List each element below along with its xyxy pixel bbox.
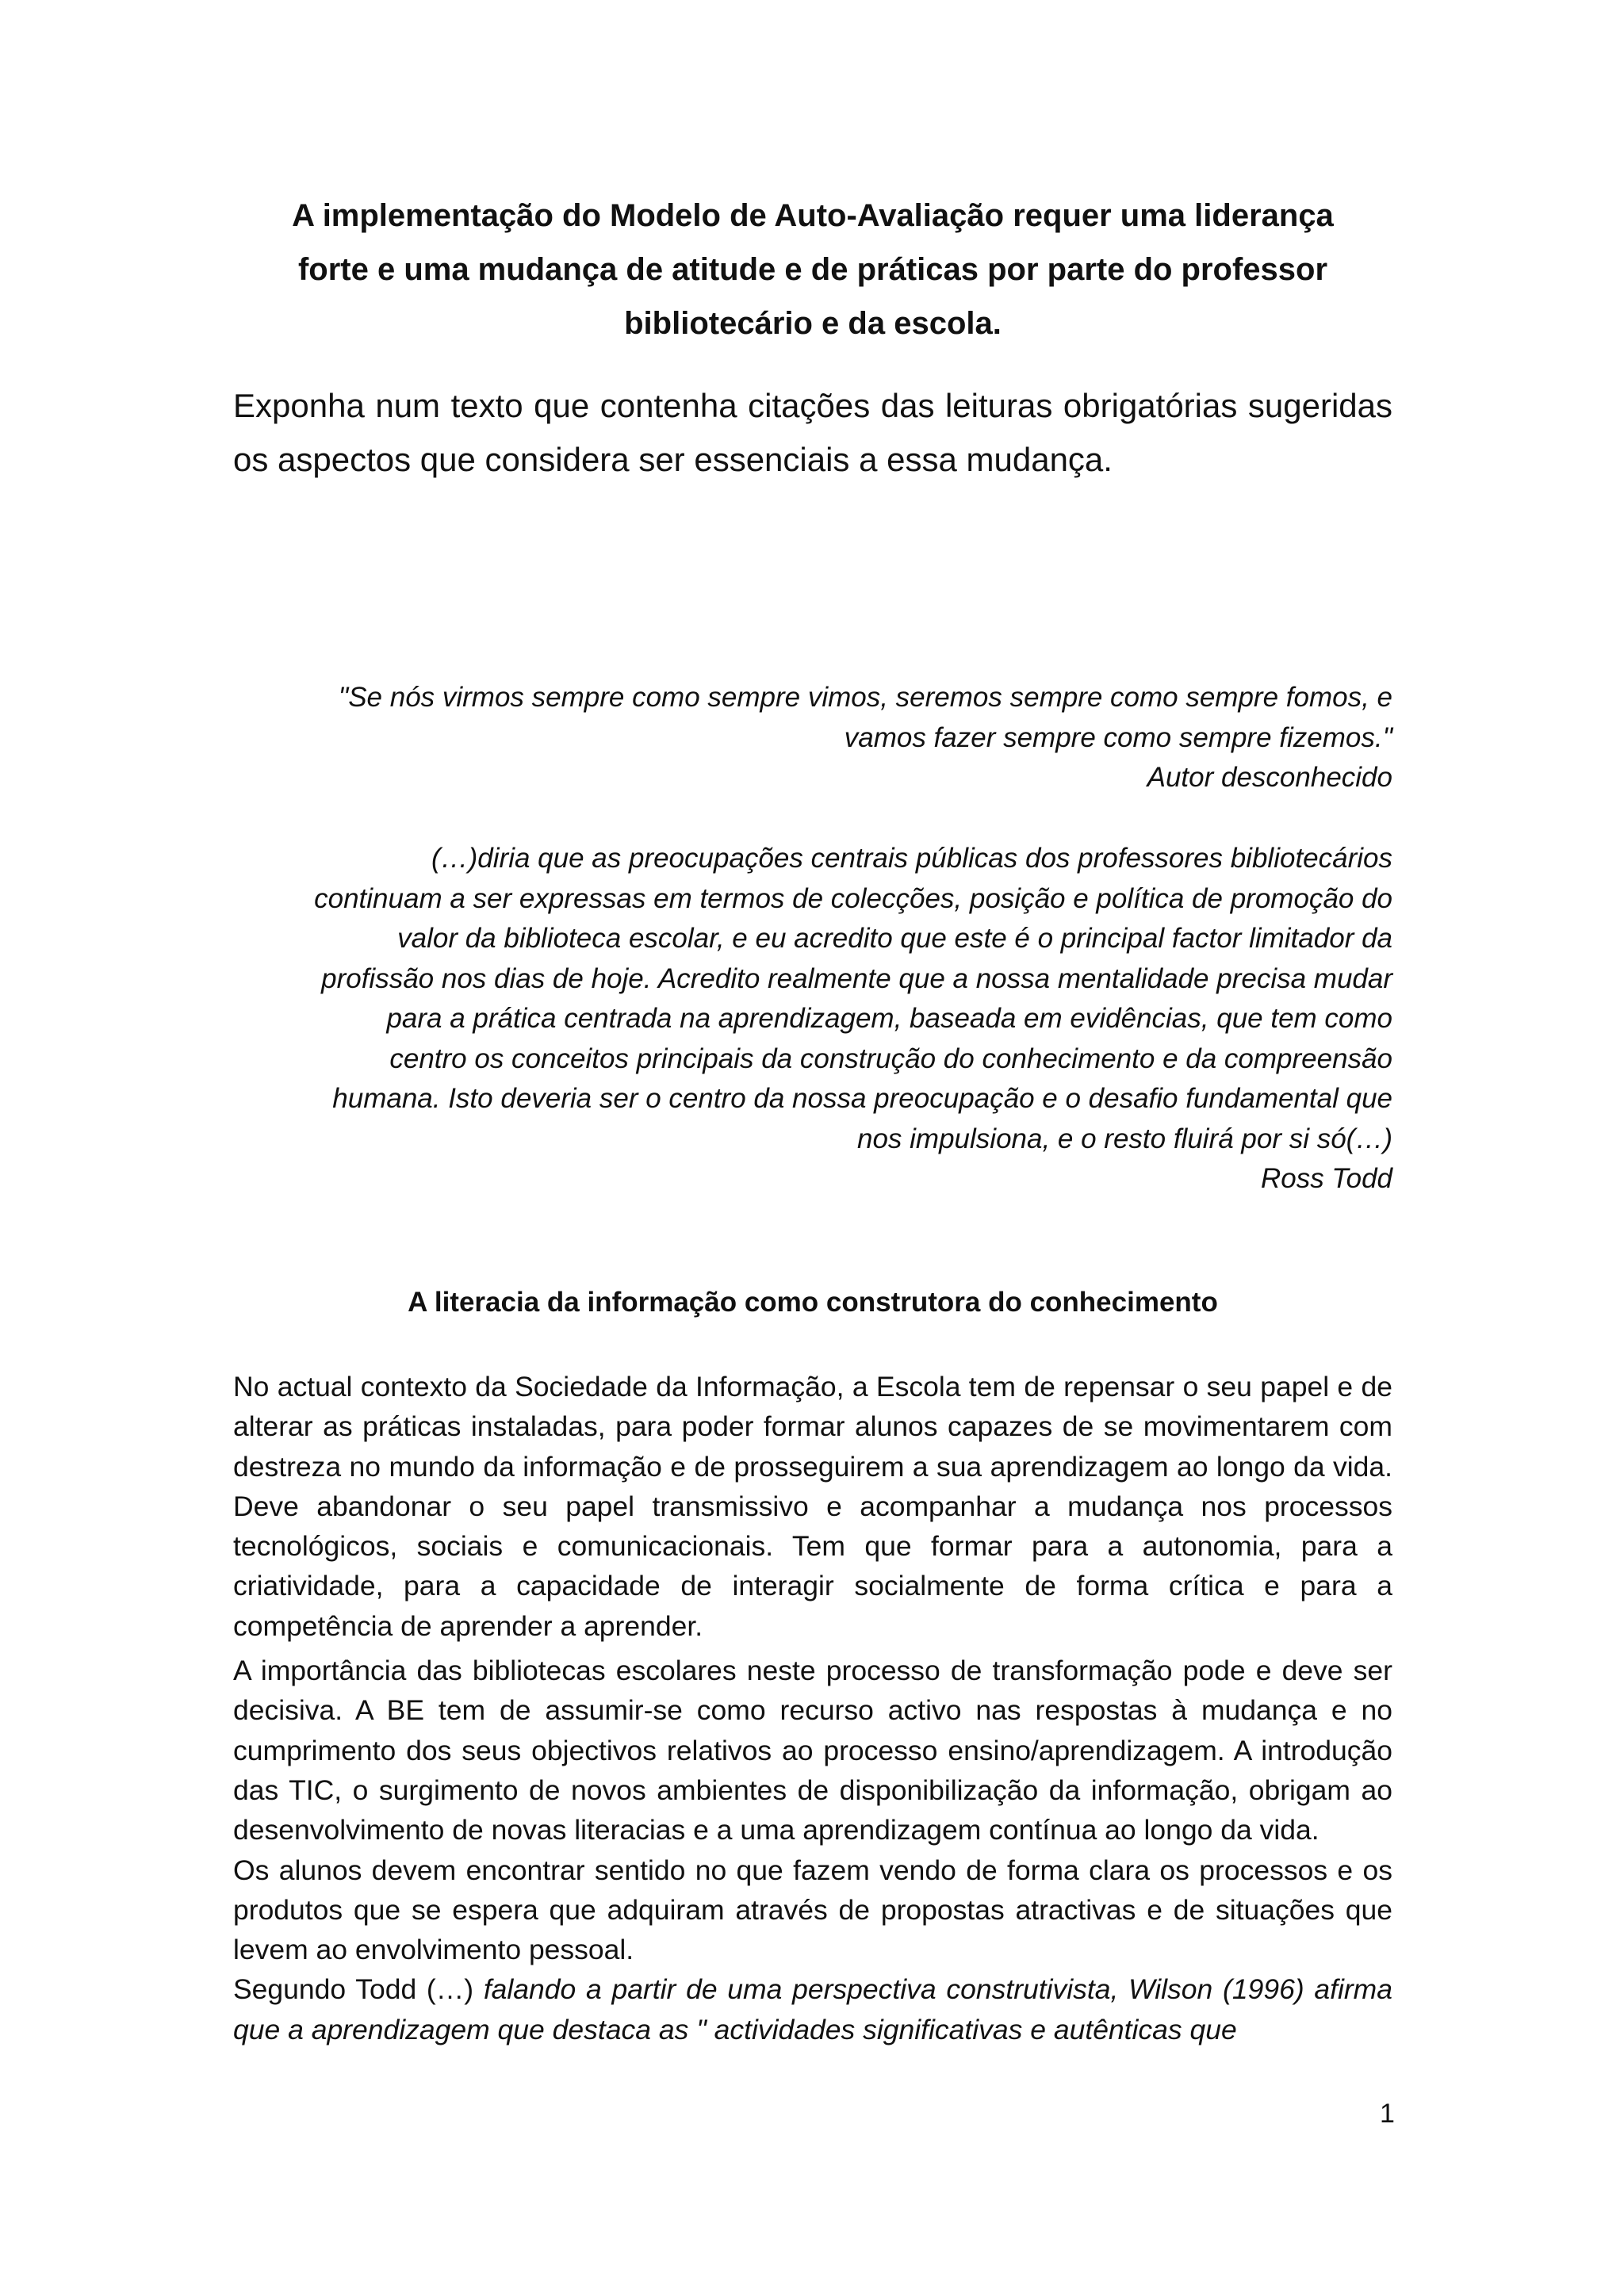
section-heading: A literacia da informação como construtora do conhecimento [408,1287,1218,1318]
body-text [233,1367,1392,2049]
quote-line: continuam a ser expressas em termos de colecções, posição e política de promoção do [314,882,1392,914]
quote-author: Ross Todd [1260,1163,1392,1194]
body-paragraph-last [233,1969,1392,2049]
assignment-prompt: Exponha num texto que contenha citações das leituras obrigatórias sugeridas os aspectos que considera ser essenciais a essa mudança. [233,387,1392,478]
title-line: A implementação do Modelo de Auto-Avaliação requer uma liderança [292,198,1334,233]
paragraph-citation: falando a partir de uma perspectiva construtivista, Wilson (1996) afirma que a aprendizagem que destaca as " actividades significativas e autênticas que [233,1973,1392,2045]
quote-line: para a prática centrada na aprendizagem, baseada em evidências, que tem como [386,1003,1392,1034]
body-paragraph: Os alunos devem encontrar sentido no que fazem vendo de forma clara os processos e os produtos que se espera que adquiram através de propostas atractivas e de situações que levem ao envolvimento pessoal. [233,1854,1392,1966]
paragraph-lead: Segundo Todd (…) [233,1973,484,2006]
ross-todd-quote [219,839,1392,1200]
quote-line: "Se nós virmos sempre como sempre vimos, seremos sempre como sempre fomos, e [338,682,1392,713]
page-number: 1 [1380,2099,1395,2129]
document-title [238,189,1388,350]
quote-author: Autor desconhecido [1147,762,1392,793]
quote-line: nos impulsiona, e o resto fluirá por si só(…) [857,1123,1392,1154]
quote-line: valor da biblioteca escolar, e eu acredito que este é o principal factor limitador da [397,923,1392,954]
body-paragraph: A importância das bibliotecas escolares neste processo de transformação pode e deve ser decisiva. A BE tem de assumir-se como recurso activo nas respostas à mudança e no cumprimento dos seus objectivos relativos ao processo ensino/aprendizagem. A introdução das TIC, o surgimento de novos ambientes de disponibilização da informação, obrigam ao desenvolvimento de novas literacias e a uma aprendizagem contínua ao longo da vida. [233,1655,1392,1846]
quote-line: centro os conceitos principais da construção do conhecimento e da compreensão [389,1043,1392,1074]
epigraph-quote [219,678,1392,798]
quote-line: humana. Isto deveria ser o centro da nossa preocupação e o desafio fundamental que [332,1083,1392,1114]
body-paragraph: No actual contexto da Sociedade da Informação, a Escola tem de repensar o seu papel e de alterar as práticas instaladas, para poder formar alunos capazes de se movimentarem com destreza no mundo da informação e de prosseguirem a sua aprendizagem ao longo da vida. Deve abandonar o seu papel transmissivo e acompanhar a mudança nos processos tecnológicos, sociais e comunicacionais. Tem que formar para a autonomia, para a criatividade, para a capacidade de interagir socialmente de forma crítica e para a competência de aprender a aprender. [233,1371,1392,1642]
quote-line: profissão nos dias de hoje. Acredito realmente que a nossa mentalidade precisa mudar [321,962,1392,994]
title-line: bibliotecário e da escola. [624,306,1002,341]
quote-line: vamos fazer sempre como sempre fizemos." [844,721,1392,753]
title-line: forte e uma mudança de atitude e de práticas por parte do professor [297,252,1328,287]
quote-line: (…)diria que as preocupações centrais públicas dos professores bibliotecários [431,843,1392,874]
